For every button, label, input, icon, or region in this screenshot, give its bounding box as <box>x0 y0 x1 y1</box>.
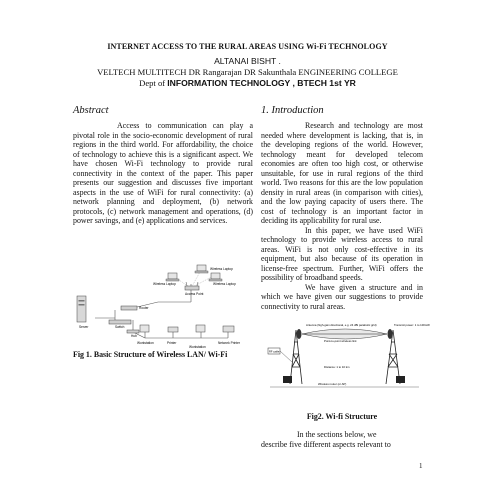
intro-paragraph-4-lead: In the sections below, we <box>297 430 377 439</box>
server-icon <box>77 296 86 322</box>
paper-title: INTERNET ACCESS TO THE RURAL AREAS USING Wi-Fi TECHNOLOGY <box>107 42 388 51</box>
workstation-icon-1 <box>140 325 149 332</box>
intro-paragraph-1: Research and technology are most needed where development is lacking, that is, in the developing regions of the world. However, technology meant for developed telecom economies are often too high cost, or otherwise unsuitable, for use in rural regions of the third world. Two reasons for this are the low population density in rural areas (in comparison with cities), and the low paying capacity of users there. The cost of technology is an important factor in deciding its applicability for rural use. <box>261 121 423 225</box>
fig2-label-left-box: RF cable <box>269 350 280 354</box>
fig1-label-hub: Hub <box>131 334 137 338</box>
fig1-label-workstation: Workstation <box>137 341 154 345</box>
figure-1-caption: Fig 1. Basic Structure of Wireless LAN/ Wi-Fi <box>73 350 228 359</box>
printer-icon <box>168 327 178 332</box>
access-point-icon <box>185 286 199 290</box>
intro-paragraph-3: We have given a structure and in which we have given our suggestions to provide connectivity to rural areas. <box>261 282 423 311</box>
router-icon <box>121 306 137 310</box>
switch-icon <box>109 320 131 324</box>
figure-2-caption: Fig2. Wi-fi Structure <box>306 412 378 421</box>
laptop-icon-mid-right <box>209 273 222 281</box>
figure-1-diagram <box>73 262 253 350</box>
fig1-label-laptop-mid-right: Wireless Laptop <box>213 282 236 286</box>
figure-2-diagram <box>266 322 430 390</box>
right-router-box <box>396 376 405 383</box>
intro-continuation <box>261 430 423 449</box>
intro-paragraph-4-rest: describe five different aspects relevant to <box>261 439 391 449</box>
abstract-text: Access to communication can play a pivotal role in the socio-economic development of rural regions in the third world. For affordability, the choice of technology to achieve this is a significant aspect. We have chosen Wi-Fi technology to provide rural connectivity in the context of the paper. This paper presents our suggestion and discusses five important aspects in the use of WiFi for rural connectivity: (a) network planning and deployment, (b) network protocols, (c) network management and operations, (d) power savings, and (e) applications and services. <box>73 121 253 225</box>
right-dish-icon <box>388 329 393 339</box>
intro-paragraph-2: In this paper, we have used WiFi technology to provide wireless access to rural areas. WiFi is not only cost-effective in its equipment, but also because of its operation in license-free spectrum. Further, WiFi offers the possibility of broadband speeds. <box>261 225 423 282</box>
laptop-icon-mid-left <box>166 273 179 281</box>
workstation-icon-2 <box>196 325 205 332</box>
fig1-label-access-point: Access Point <box>185 292 204 296</box>
fig2-label-middle: Point-to-point wireless link <box>324 339 357 343</box>
dept-name: INFORMATION TECHNOLOGY , BTECH 1st YR <box>167 78 356 88</box>
author-name: ALTANAI BISHT . <box>214 56 281 66</box>
right-tower-icon <box>386 330 400 384</box>
hub-icon <box>127 330 139 333</box>
fig2-label-top-left: Antenna (high-gain directional, e.g. 24 dBi parabolic grid) <box>306 323 377 327</box>
fig1-label-workstation-2: Workstation <box>189 345 206 349</box>
left-dish-icon <box>297 329 302 339</box>
fig2-label-top-right: Transmit power: 1 to 100mW <box>394 323 430 327</box>
introduction-heading: 1. Introduction <box>261 105 324 116</box>
right-column <box>261 105 423 311</box>
left-column <box>73 105 253 226</box>
fig1-label-laptop-mid-left: Wireless Laptop <box>153 282 176 286</box>
page-number: 1 <box>419 462 423 470</box>
fig1-label-laptop-top: Wireless Laptop <box>210 267 233 271</box>
dept-prefix: Dept of <box>139 78 168 88</box>
network-printer-icon <box>223 326 234 332</box>
fig1-label-printer: Printer <box>167 341 177 345</box>
laptop-icon-top <box>195 265 208 273</box>
left-router-box <box>283 376 292 383</box>
abstract-heading: Abstract <box>73 105 109 116</box>
affiliation: VELTECH MULTITECH DR Rangarajan DR Sakunthala ENGINEERING COLLEGE <box>97 67 398 77</box>
fig1-label-network-printer: Network Printer <box>218 341 240 345</box>
fig2-label-distance: Distance: 1 to 10 km <box>324 365 350 369</box>
fig1-label-switch: Switch <box>115 325 125 329</box>
fig1-label-router: Router <box>139 306 149 310</box>
department-line <box>0 78 495 88</box>
fig1-label-server: Server <box>79 325 89 329</box>
fig2-label-bottom: Wireless router (or AP) <box>318 382 347 386</box>
